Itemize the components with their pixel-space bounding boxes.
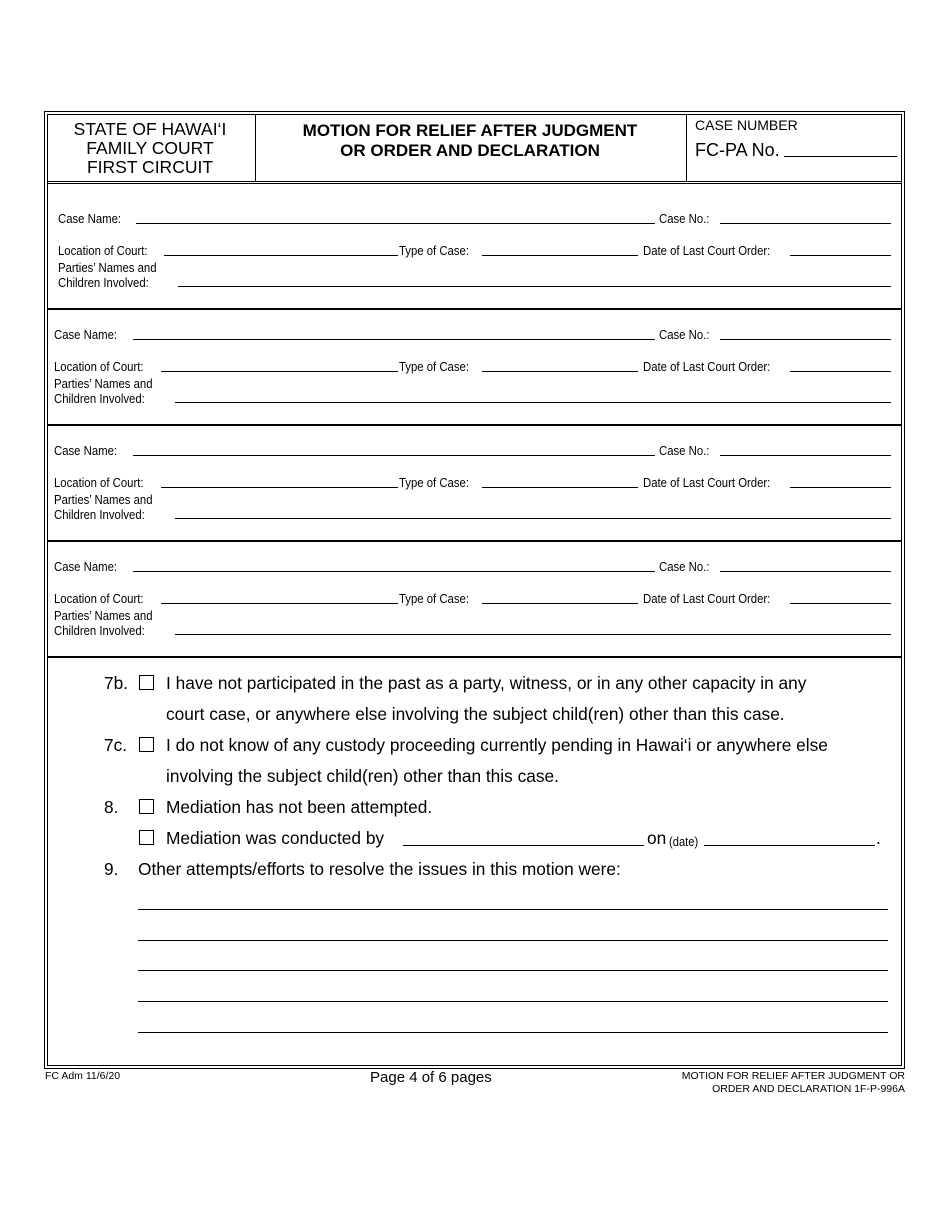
location-label: Location of Court: xyxy=(54,591,144,606)
parties-label-line-2: Children Involved: xyxy=(58,275,149,290)
form-revision-date: FC Adm 11/6/20 xyxy=(45,1070,121,1082)
item-7b-text-line-2: court case, or anywhere else involving the subject child(ren) other than this case. xyxy=(166,704,785,724)
case-name-field[interactable] xyxy=(136,223,655,224)
parties-label-line-2: Children Involved: xyxy=(54,507,145,522)
mediation-conducted-checkbox[interactable] xyxy=(139,830,154,845)
last-order-date-field[interactable] xyxy=(790,487,891,488)
case-type-field[interactable] xyxy=(482,255,638,256)
case-no-field[interactable] xyxy=(720,455,891,456)
last-order-date-label: Date of Last Court Order: xyxy=(643,243,771,258)
case-name-label: Case Name: xyxy=(54,327,118,342)
court-name xyxy=(52,120,248,177)
case-name-label: Case Name: xyxy=(54,559,118,574)
item-9-text: Other attempts/efforts to resolve the issues in this motion were: xyxy=(138,859,621,879)
last-order-date-label: Date of Last Court Order: xyxy=(643,359,771,374)
header-divider-left xyxy=(255,114,256,182)
mediation-on-text: on xyxy=(647,828,667,848)
court-state: STATE OF HAWAI‘I xyxy=(73,119,227,139)
parties-field[interactable] xyxy=(178,286,891,287)
location-label: Location of Court: xyxy=(54,359,144,374)
location-field[interactable] xyxy=(161,487,398,488)
last-order-date-label: Date of Last Court Order: xyxy=(643,591,771,606)
form-title-line-1: MOTION FOR RELIEF AFTER JUDGMENT xyxy=(302,121,638,140)
form-title xyxy=(262,121,678,161)
mediator-field[interactable] xyxy=(403,845,644,846)
case-no-label: Case No.: xyxy=(659,443,710,458)
item-8-number: 8. xyxy=(104,797,119,817)
case-type-label: Type of Case: xyxy=(399,475,469,490)
location-field[interactable] xyxy=(161,371,398,372)
case-type-label: Type of Case: xyxy=(399,243,469,258)
mediation-not-attempted-checkbox[interactable] xyxy=(139,799,154,814)
parties-label-line-1: Parties’ Names and xyxy=(58,260,157,275)
form-footer-title xyxy=(682,1070,905,1096)
case-name-label: Case Name: xyxy=(54,443,118,458)
case-number-field[interactable] xyxy=(784,156,897,157)
header-bottom-rule xyxy=(47,181,902,182)
other-attempts-line[interactable] xyxy=(138,940,888,941)
block-separator xyxy=(47,540,902,542)
case-type-field[interactable] xyxy=(482,487,638,488)
last-order-date-field[interactable] xyxy=(790,255,891,256)
form-inner-border xyxy=(47,114,902,1066)
case-type-field[interactable] xyxy=(482,371,638,372)
mediation-period: . xyxy=(876,828,881,848)
parties-field[interactable] xyxy=(175,634,891,635)
footer-title-line-2: ORDER AND DECLARATION 1F-P-996A xyxy=(712,1083,905,1095)
item-7c-text-line-2: involving the subject child(ren) other than this case. xyxy=(166,766,559,786)
other-attempts-line[interactable] xyxy=(138,909,888,910)
last-order-date-field[interactable] xyxy=(790,371,891,372)
other-attempts-line[interactable] xyxy=(138,970,888,971)
case-type-label: Type of Case: xyxy=(399,359,469,374)
other-attempts-line[interactable] xyxy=(138,1001,888,1002)
case-name-field[interactable] xyxy=(133,455,655,456)
case-no-field[interactable] xyxy=(720,571,891,572)
other-attempts-line[interactable] xyxy=(138,1032,888,1033)
item-7b-checkbox[interactable] xyxy=(139,675,154,690)
case-number-label: CASE NUMBER xyxy=(695,117,798,133)
court-type: FAMILY COURT xyxy=(86,138,214,158)
case-no-field[interactable] xyxy=(720,339,891,340)
date-hint-text: (date) xyxy=(669,834,699,849)
block-separator xyxy=(47,656,902,658)
case-number-prefix: FC-PA No. xyxy=(695,140,780,160)
case-type-label: Type of Case: xyxy=(399,591,469,606)
parties-label-line-1: Parties’ Names and xyxy=(54,376,153,391)
last-order-date-field[interactable] xyxy=(790,603,891,604)
location-label: Location of Court: xyxy=(54,475,144,490)
mediation-conducted-text: Mediation was conducted by xyxy=(166,828,385,848)
case-name-field[interactable] xyxy=(133,339,655,340)
mediation-date-hint xyxy=(669,830,703,852)
item-9-number: 9. xyxy=(104,859,119,879)
item-7b-number: 7b. xyxy=(104,673,129,693)
header-divider-right xyxy=(686,114,687,182)
parties-field[interactable] xyxy=(175,402,891,403)
parties-label-line-1: Parties’ Names and xyxy=(54,608,153,623)
location-field[interactable] xyxy=(161,603,398,604)
parties-label-line-2: Children Involved: xyxy=(54,623,145,638)
case-type-field[interactable] xyxy=(482,603,638,604)
footer-title-line-1: MOTION FOR RELIEF AFTER JUDGMENT OR xyxy=(681,1070,905,1082)
case-no-field[interactable] xyxy=(720,223,891,224)
form-title-line-2: OR ORDER AND DECLARATION xyxy=(340,141,600,160)
block-separator xyxy=(47,424,902,426)
case-name-label: Case Name: xyxy=(58,211,122,226)
page-number: Page 4 of 6 pages xyxy=(370,1069,492,1086)
parties-label-line-1: Parties’ Names and xyxy=(54,492,153,507)
item-7c-checkbox[interactable] xyxy=(139,737,154,752)
parties-label-line-2: Children Involved: xyxy=(54,391,145,406)
mediation-not-attempted-text: Mediation has not been attempted. xyxy=(166,797,433,817)
case-no-label: Case No.: xyxy=(659,559,710,574)
mediation-date-field[interactable] xyxy=(704,845,875,846)
item-7b-text-line-1: I have not participated in the past as a party, witness, or in any other capacity in any xyxy=(166,673,807,693)
item-7c-text-line-1: I do not know of any custody proceeding currently pending in Hawai‘i or anywhere else xyxy=(166,735,828,755)
court-circuit: FIRST CIRCUIT xyxy=(86,157,214,177)
last-order-date-label: Date of Last Court Order: xyxy=(643,475,771,490)
header-bottom-rule-2 xyxy=(47,183,902,184)
block-separator xyxy=(47,308,902,310)
location-label: Location of Court: xyxy=(58,243,148,258)
case-no-label: Case No.: xyxy=(659,327,710,342)
location-field[interactable] xyxy=(164,255,398,256)
case-no-label: Case No.: xyxy=(659,211,710,226)
parties-field[interactable] xyxy=(175,518,891,519)
case-name-field[interactable] xyxy=(133,571,655,572)
item-7c-number: 7c. xyxy=(104,735,128,755)
